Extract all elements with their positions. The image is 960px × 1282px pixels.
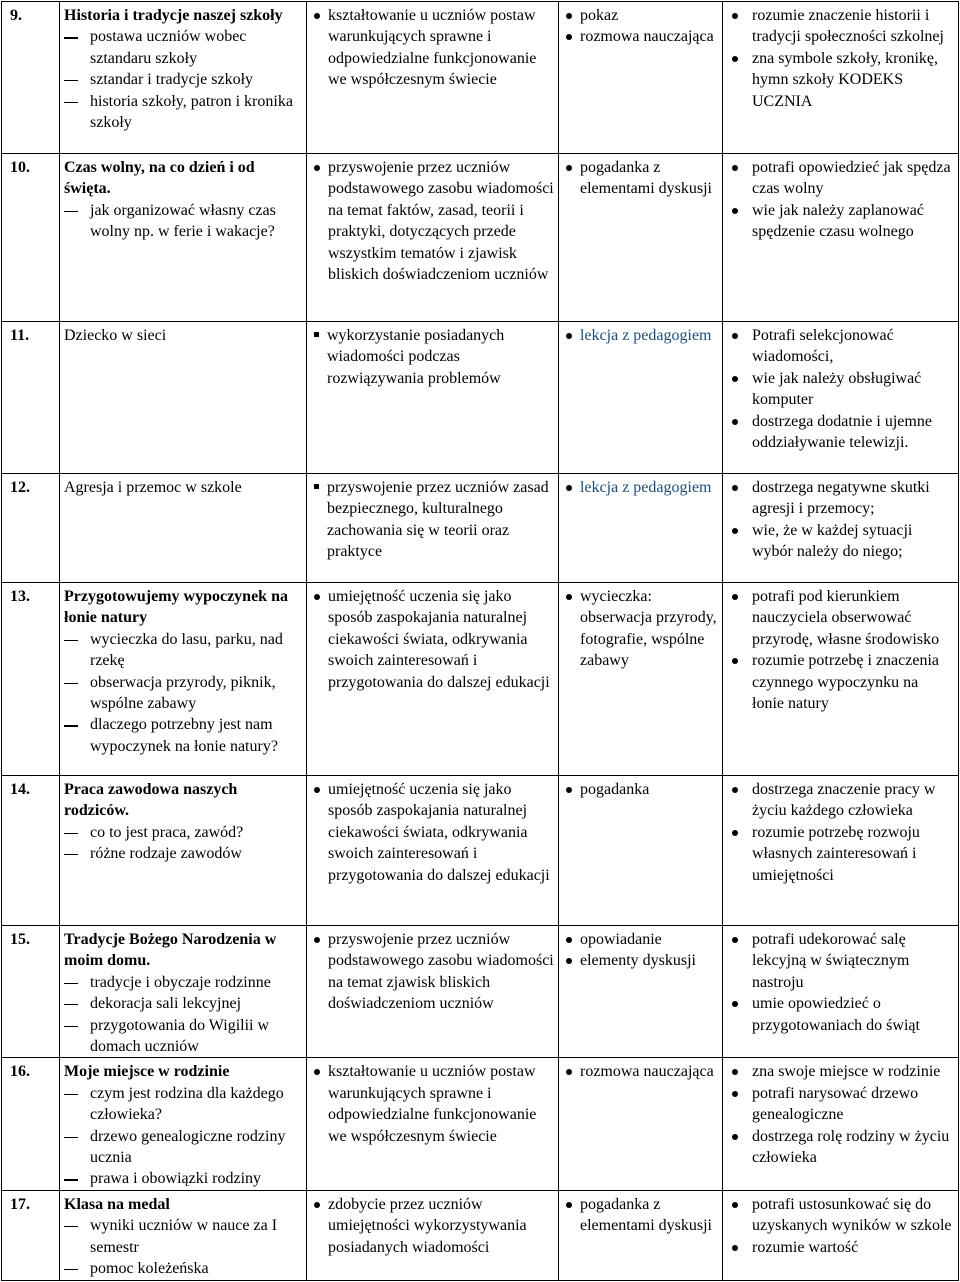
table-row: [2, 322, 959, 474]
methods-cell: [559, 583, 723, 776]
method-item: [563, 325, 718, 346]
topic-cell: [60, 1058, 307, 1190]
topic-cell: [60, 154, 307, 322]
item-text: różne rodzaje zawodów: [90, 845, 242, 863]
topic-cell: [60, 474, 307, 583]
item-text: rozumie wartość: [752, 1238, 859, 1256]
item-text: wyniki uczniów w nauce za I semestr: [90, 1217, 278, 1256]
lesson-number: 11.: [2, 322, 60, 474]
item-text: rozumie potrzebę i znaczenia czynnego wypoczynku na łonie natury: [752, 652, 939, 713]
effect-item: [727, 993, 954, 1036]
effect-item: [727, 48, 954, 112]
effect-item: [727, 822, 954, 886]
method-item: [563, 157, 718, 200]
item-text: potrafi ustosunkować się do uzyskanych wyników w szkole: [752, 1195, 952, 1235]
table-row: [2, 474, 959, 583]
subtopic-item: [64, 993, 302, 1014]
methods-cell: [559, 1190, 723, 1280]
effect-item: [727, 325, 954, 368]
lesson-number: 16.: [2, 1058, 60, 1190]
item-text: Klasa na medal: [64, 1195, 170, 1213]
topic-cell: [60, 1190, 307, 1280]
item-text: potrafi udekorować salę lekcyjną w świątecznym nastroju: [752, 931, 910, 991]
item-text: obserwacja przyrody, piknik, wspólne zabawy: [90, 673, 276, 713]
effect-item: [727, 1237, 954, 1258]
item-text: historia szkoły, patron i kronika szkoły: [90, 92, 293, 132]
effects-cell: [723, 583, 959, 776]
item-text: dekoracja sali lekcyjnej: [90, 995, 242, 1013]
item-text: jak organizować własny czas wolny np. w ferie i wakacje?: [90, 201, 276, 241]
methods-cell: [559, 322, 723, 474]
goal-cell: [307, 2, 559, 154]
lesson-number: 15.: [2, 926, 60, 1058]
item-text: wie jak należy obsługiwać komputer: [752, 369, 922, 409]
item-text: dostrzega negatywne skutki agresji i przemocy;: [752, 479, 930, 518]
lesson-number: 12.: [2, 474, 60, 583]
item-text: dostrzega dodatnie i ujemne oddziaływanie telewizji.: [752, 412, 932, 452]
item-text: pogadanka: [580, 781, 650, 798]
item-text: rozumie potrzebę rozwoju własnych zainteresowań i umiejętności: [752, 823, 920, 884]
effect-item: [727, 520, 954, 563]
effects-cell: [723, 322, 959, 474]
subtopic-item: [64, 69, 302, 90]
item-text: umiejętność uczenia się jako sposób zaspokajania naturalnej ciekawości świata, odkrywania swoich zainteresowań i przygotowania do dalszej edukacji: [328, 781, 550, 884]
effect-item: [727, 779, 954, 822]
subtopic-item: [64, 91, 302, 134]
effect-item: [727, 1061, 954, 1082]
item-text: pogadanka z elementami dyskusji: [580, 159, 712, 198]
item-text: pomoc koleżeńska: [90, 1260, 209, 1278]
subtopic-item: [64, 1126, 302, 1169]
item-text: potrafi narysować drzewo genealogiczne: [752, 1084, 919, 1124]
item-text: prawa i obowiązki rodziny: [90, 1170, 262, 1188]
method-item: [563, 586, 718, 672]
lesson-number: 14.: [2, 776, 60, 926]
item-text: wie, że w każdej sytuacji wybór należy do niego;: [752, 521, 913, 561]
item-text: lekcja z pedagogiem: [580, 327, 712, 344]
item-text: Moje miejsce w rodzinie: [64, 1063, 230, 1081]
item-text: drzewo genealogiczne rodziny ucznia: [90, 1127, 286, 1167]
methods-cell: [559, 2, 723, 154]
item-text: czym jest rodzina dla każdego człowieka?: [90, 1084, 284, 1124]
item-text: przygotowania do Wigilii w domach uczniów: [90, 1016, 270, 1056]
method-item: [563, 929, 718, 950]
methods-cell: [559, 926, 723, 1058]
item-text: umie opowiedzieć o przygotowaniach do świąt: [752, 995, 920, 1034]
goal-cell: [307, 1190, 559, 1280]
effect-item: [727, 200, 954, 243]
goal-cell: [307, 322, 559, 474]
item-text: umiejętność uczenia się jako sposób zaspokajania naturalnej ciekawości świata, odkrywania swoich zainteresowań i przygotowania do dalszej edukacji: [328, 588, 550, 691]
method-item: [563, 1194, 718, 1237]
lesson-number: 17.: [2, 1190, 60, 1280]
methods-cell: [559, 1058, 723, 1190]
method-item: [563, 950, 718, 971]
item-text: potrafi opowiedzieć jak spędza czas wolny: [752, 159, 951, 198]
effects-cell: [723, 926, 959, 1058]
item-text: opowiadanie: [580, 931, 662, 948]
item-text: rozmowa nauczająca: [580, 28, 714, 46]
goal-item: [311, 586, 554, 693]
goal-item: [311, 1061, 554, 1147]
methods-cell: [559, 474, 723, 583]
item-text: wykorzystanie posiadanych wiadomości podczas rozwiązywania problemów: [327, 327, 505, 387]
topic-cell: [60, 776, 307, 926]
effect-item: [727, 1083, 954, 1126]
lesson-number: 9.: [2, 2, 60, 154]
goal-cell: [307, 474, 559, 583]
goal-item: [311, 325, 554, 389]
item-text: sztandar i tradycje szkoły: [90, 71, 254, 89]
table-row: [2, 1058, 959, 1190]
topic-title: [64, 5, 302, 26]
effects-cell: [723, 154, 959, 322]
effect-item: [727, 157, 954, 200]
effect-item: [727, 411, 954, 454]
effects-cell: [723, 474, 959, 583]
item-text: przyswojenie przez uczniów zasad bezpiecznego, kulturalnego zachowania się w teorii oraz praktyce: [327, 479, 549, 561]
subtopic-item: [64, 629, 302, 672]
item-text: przyswojenie przez uczniów podstawowego zasobu wiadomości na temat zjawisk bliskich doświadczeniom uczniów: [328, 931, 554, 1013]
item-text: kształtowanie u uczniów postaw warunkujących sprawne i odpowiedzialne funkcjonowanie we współczesnym świecie: [328, 7, 537, 89]
goal-item: [311, 5, 554, 91]
curriculum-table: [1, 1, 959, 1281]
item-text: Potrafi selekcjonować wiadomości,: [752, 327, 894, 366]
item-text: zna symbole szkoły, kronikę, hymn szkoły KODEKS UCZNIA: [752, 49, 939, 110]
topic-title: [64, 1061, 302, 1082]
method-item: [563, 26, 718, 47]
item-text: pokaz: [580, 7, 619, 24]
item-text: lekcja z pedagogiem: [580, 479, 712, 496]
methods-cell: [559, 154, 723, 322]
item-text: Praca zawodowa naszych rodziców.: [64, 781, 238, 820]
topic-title: [64, 586, 302, 629]
table-row: [2, 776, 959, 926]
topic-title: [64, 477, 302, 498]
topic-title: [64, 779, 302, 822]
lesson-number: 10.: [2, 154, 60, 322]
item-text: postawa uczniów wobec sztandaru szkoły: [90, 28, 247, 67]
item-text: zdobycie przez uczniów umiejętności wykorzystywania posiadanych wiadomości: [328, 1195, 527, 1256]
effect-item: [727, 5, 954, 48]
item-text: Dziecko w sieci: [64, 327, 167, 344]
subtopic-item: [64, 1168, 302, 1189]
subtopic-item: [64, 1083, 302, 1126]
table-row: [2, 154, 959, 322]
goal-cell: [307, 776, 559, 926]
subtopic-item: [64, 972, 302, 993]
topic-cell: [60, 926, 307, 1058]
item-text: pogadanka z elementami dyskusji: [580, 1195, 712, 1235]
topic-cell: [60, 2, 307, 154]
method-item: [563, 1061, 718, 1082]
table-row: [2, 583, 959, 776]
topic-title: [64, 929, 302, 972]
effect-item: [727, 650, 954, 714]
subtopic-item: [64, 1258, 302, 1279]
effect-item: [727, 1126, 954, 1169]
effects-cell: [723, 2, 959, 154]
topic-title: [64, 1194, 302, 1215]
topic-title: [64, 157, 302, 200]
subtopic-item: [64, 200, 302, 243]
item-text: elementy dyskusji: [580, 952, 696, 970]
item-text: Tradycje Bożego Narodzenia w moim domu.: [64, 931, 277, 970]
lesson-number: 13.: [2, 583, 60, 776]
item-text: dostrzega rolę rodziny w życiu człowieka: [752, 1127, 950, 1167]
goal-cell: [307, 1058, 559, 1190]
item-text: dlaczego potrzebny jest nam wypoczynek na łonie natury?: [90, 716, 278, 755]
subtopic-item: [64, 672, 302, 715]
effect-item: [727, 477, 954, 520]
subtopic-item: [64, 26, 302, 69]
effects-cell: [723, 776, 959, 926]
subtopic-item: [64, 1015, 302, 1058]
item-text: Historia i tradycje naszej szkoły: [64, 7, 283, 24]
goal-cell: [307, 926, 559, 1058]
topic-title: [64, 325, 302, 346]
item-text: potrafi pod kierunkiem nauczyciela obserwować przyrodę, własne środowisko: [752, 588, 940, 648]
subtopic-item: [64, 1215, 302, 1258]
method-item: [563, 477, 718, 498]
item-text: dostrzega znaczenie pracy w życiu każdego człowieka: [752, 781, 936, 820]
item-text: zna swoje miejsce w rodzinie: [752, 1063, 941, 1081]
item-text: wycieczka: obserwacja przyrody, fotografie, wspólne zabawy: [580, 588, 717, 670]
goal-cell: [307, 154, 559, 322]
effect-item: [727, 929, 954, 993]
table-body: [2, 2, 959, 1281]
item-text: rozmowa nauczająca: [580, 1063, 714, 1081]
subtopic-item: [64, 822, 302, 843]
methods-cell: [559, 776, 723, 926]
topic-cell: [60, 322, 307, 474]
table-row: [2, 2, 959, 154]
item-text: rozumie znaczenie historii i tradycji społeczności szkolnej: [752, 7, 944, 46]
goal-item: [311, 477, 554, 563]
item-text: przyswojenie przez uczniów podstawowego zasobu wiadomości na temat faktów, zasad, teorii i praktyki, dotyczących przede wszystkim tematów i zjawisk bliskich doświadczeniom uczniów: [328, 159, 554, 284]
effect-item: [727, 1194, 954, 1237]
item-text: co to jest praca, zawód?: [90, 823, 244, 841]
topic-cell: [60, 583, 307, 776]
item-text: Agresja i przemoc w szkole: [64, 479, 242, 496]
effect-item: [727, 368, 954, 411]
item-text: wycieczka do lasu, parku, nad rzekę: [90, 630, 283, 670]
item-text: Przygotowujemy wypoczynek na łonie natury: [64, 588, 288, 627]
subtopic-item: [64, 843, 302, 864]
subtopic-item: [64, 714, 302, 757]
item-text: Czas wolny, na co dzień i od święta.: [64, 159, 255, 198]
goal-cell: [307, 583, 559, 776]
effect-item: [727, 586, 954, 650]
goal-item: [311, 779, 554, 886]
table-row: [2, 1190, 959, 1280]
goal-item: [311, 929, 554, 1015]
item-text: tradycje i obyczaje rodzinne: [90, 973, 271, 991]
effects-cell: [723, 1190, 959, 1280]
goal-item: [311, 1194, 554, 1258]
table-row: [2, 926, 959, 1058]
item-text: wie jak należy zaplanować spędzenie czasu wolnego: [752, 201, 924, 241]
effects-cell: [723, 1058, 959, 1190]
method-item: [563, 5, 718, 26]
method-item: [563, 779, 718, 800]
item-text: kształtowanie u uczniów postaw warunkujących sprawne i odpowiedzialne funkcjonowanie we współczesnym świecie: [328, 1063, 537, 1145]
goal-item: [311, 157, 554, 285]
